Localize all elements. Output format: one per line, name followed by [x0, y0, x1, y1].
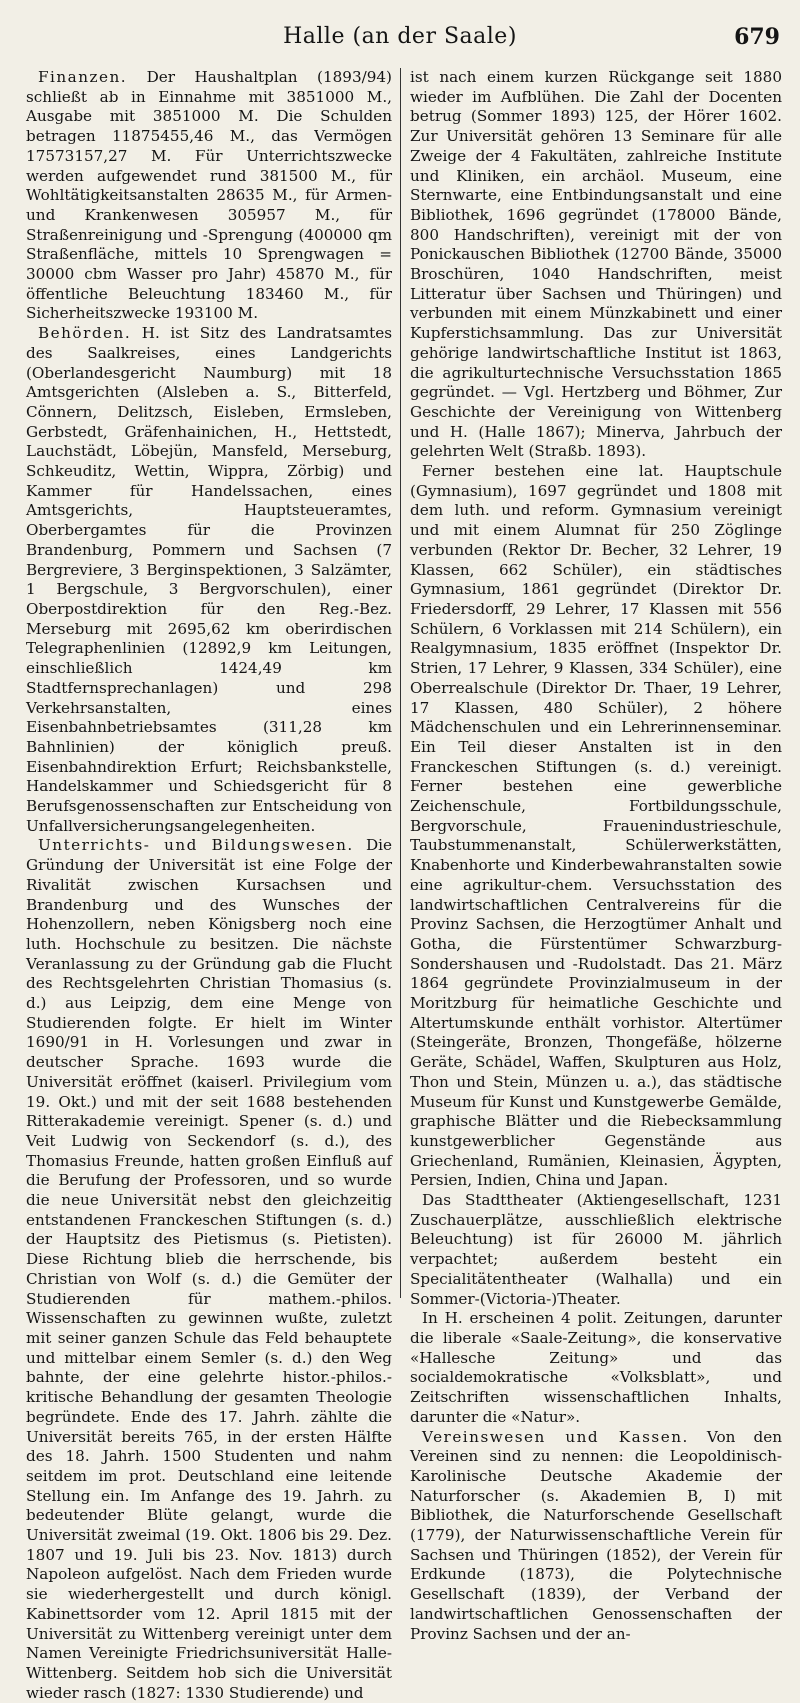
paragraph-vereine — [410, 1428, 782, 1645]
section-heading-finanzen: Finanzen. — [38, 68, 128, 86]
paragraph-unterricht — [26, 836, 392, 1703]
right-column — [410, 68, 782, 1643]
page-number: 679 — [734, 24, 780, 50]
left-column — [26, 68, 392, 1702]
paragraph-behoerden — [26, 324, 392, 836]
paragraph-theater: Das Stadttheater (Aktiengesellschaft, 1231 Zuschauerplätze, ausschließlich elektrische Beleuchtung) ist für 26000 M. jährlich verpachtet; außerdem besteht ein Specialitätentheater (Walhalla) und ein Sommer-(Victoria-)Theater. — [410, 1191, 782, 1308]
paragraph-universitaet-cont: ist nach einem kurzen Rückgange seit 1880 wieder im Aufblühen. Die Zahl der Docenten betrug (Sommer 1893) 125, der Hörer 1602. Zur Universität gehören 13 Seminare für alle Zweige der 4 Fakultäten, zahlreiche Institute und Kliniken, ein archäol. Museum, eine Sternwarte, eine Entbindungsanstalt und eine Bibliothek, 1696 gegründet (178000 Bände, 800 Handschriften), vereinigt mit der von Ponickauschen Bibliothek (12700 Bände, 35000 Broschüren, 1040 Handschriften, meist Litteratur über Sachsen und Thüringen) und verbunden mit einem Münzkabinett und einer Kupferstichsammlung. Das zur Universität gehörige landwirtschaftliche Institut ist 1863, die agrikulturtechnische Versuchsstation 1865 gegründet. — Vgl. Hertzberg und Böhmer, Zur Geschichte der Vereinigung von Wittenberg und H. (Halle 1867); Minerva, Jahrbuch der gelehrten Welt (Straßb. 1893). — [410, 68, 782, 461]
paragraph-text: H. ist Sitz des Landratsamtes des Saalkreises, eines Landgerichts (Oberlandesgericht Naumburg) mit 18 Amtsgerichten (Alsleben a. S., Bitterfeld, Cönnern, Delitzsch, Eisleben, Ermsleben, Gerbstedt, Gräfenhainichen, H., Hettstedt, Lauchstädt, Löbejün, Mansfeld, Merseburg, Schkeuditz, Wettin, Wippra, Zörbig) und Kammer für Handelssachen, eines Amtsgerichts, Hauptsteueramtes, Oberbergamtes für die Provinzen Brandenburg, Pommern und Sachsen (7 Bergreviere, 3 Berginspektionen, 3 Salzämter, 1 Bergschule, 3 Bergvorschulen), einer Oberpostdirektion für den Reg.-Bez. Merseburg mit 2695,62 km oberirdischen Telegraphenlinien (12892,9 km Leitungen, einschließlich 1424,49 km Stadtfernsprechanlagen) und 298 Verkehrsanstalten, eines Eisenbahnbetriebsamtes (311,28 km Bahnlinien) der königlich preuß. Eisenbahndirektion Erfurt; Reichsbankstelle, Handelskammer und Schiedsgericht für 8 Berufsgenossenschaften zur Entscheidung von Unfallversicherungsangelegenheiten. — [26, 324, 392, 835]
paragraph-text: Die Gründung der Universität ist eine Folge der Rivalität zwischen Kursachsen und Brandenburg und des Wunsches der Hohenzollern, neben Königsberg noch eine luth. Hochschule zu besitzen. Die nächste Veranlassung zu der Gründung gab die Flucht des Rechtsgelehrten Christian Thomasius (s. d.) aus Leipzig, dem eine Menge von Studierenden folgte. Er hielt im Winter 1690/91 in H. Vorlesungen und zwar in deutscher Sprache. 1693 wurde die Universität eröffnet (kaiserl. Privilegium vom 19. Okt.) und mit der seit 1688 bestehenden Ritterakademie vereinigt. Spener (s. d.) und Veit Ludwig von Seckendorf (s. d.), des Thomasius Freunde, hatten großen Einfluß auf die Berufung der Professoren, und so wurde die neue Universität nebst den gleichzeitig entstandenen Franckeschen Stiftungen (s. d.) der Hauptsitz des Pietismus (s. Pietisten). Diese Richtung blieb die herrschende, bis Christian von Wolf (s. d.) die Gemüter der Studierenden für mathem.-philos. Wissenschaften zu gewinnen wußte, zuletzt mit seiner ganzen Schule das Feld behauptete und mittelbar einem Semler (s. d.) den Weg bahnte, der eine gelehrte histor.-philos.-kritische Behandlung der gesamten Theologie begründete. Ende des 17. Jahrh. zählte die Universität bereits 765, in der ersten Hälfte des 18. Jahrh. 1500 Studenten und nahm seitdem im prot. Deutschland eine leitende Stellung ein. Im Anfange des 19. Jahrh. zu bedeutender Blüte gelangt, wurde die Universität zweimal (19. Okt. 1806 bis 29. Dez. 1807 und 19. Juli bis 23. Nov. 1813) durch Napoleon aufgelöst. Nach dem Frieden wurde sie wiederhergestellt und durch königl. Kabinettsorder vom 12. April 1815 mit der Universität zu Wittenberg vereinigt unter dem Namen Vereinigte Friedrichsuniversität Halle-Wittenberg. Seitdem hob sich die Universität wieder rasch (1827: 1330 Studierende) und — [26, 836, 392, 1702]
paragraph-zeitungen: In H. erscheinen 4 polit. Zeitungen, darunter die liberale «Saale-Zeitung», die konservative «Hallesche Zeitung» und das socialdemokratische «Volksblatt», und Zeitschriften wissenschaftlichen Inhalts, darunter die «Natur». — [410, 1309, 782, 1426]
paragraph-finanzen — [26, 68, 392, 324]
section-heading-vereine: Vereinswesen und Kassen. — [422, 1427, 689, 1446]
section-heading-unterricht: Unterrichts- und Bildungswesen. — [38, 836, 354, 855]
section-heading-behoerden: Behörden. — [38, 324, 132, 343]
page-header — [0, 24, 800, 60]
paragraph-schulen: Ferner bestehen eine lat. Hauptschule (Gymnasium), 1697 gegründet und 1808 mit dem luth. und reform. Gymnasium vereinigt und mit einem Alumnat für 250 Zöglinge verbunden (Rektor Dr. Becher, 32 Lehrer, 19 Klassen, 662 Schüler), ein städtisches Gymnasium, 1861 gegründet (Direktor Dr. Friedersdorff, 29 Lehrer, 17 Klassen mit 556 Schülern, 6 Vorklassen mit 214 Schülern), ein Realgymnasium, 1835 eröffnet (Inspektor Dr. Strien, 17 Lehrer, 9 Klassen, 334 Schüler), eine Oberrealschule (Direktor Dr. Thaer, 19 Lehrer, 17 Klassen, 480 Schüler), 2 höhere Mädchenschulen und ein Lehrerinnenseminar. Ein Teil dieser Anstalten ist in den Franckeschen Stiftungen (s. d.) vereinigt. Ferner bestehen eine gewerbliche Zeichenschule, Fortbildungsschule, Bergvorschule, Frauenindustrieschule, Taubstummenanstalt, Schülerwerkstätten, Knabenhorte und Kinderbewahranstalten sowie eine agrikultur-chem. Versuchsstation des landwirtschaftlichen Centralvereins für die Provinz Sachsen, die Herzogtümer Anhalt und Gotha, die Fürstentümer Schwarzburg-Sondershausen und -Rudolstadt. Das 21. März 1864 gegründete Provinzialmuseum in der Moritzburg für heimatliche Geschichte und Altertumskunde enthält vorhistor. Altertümer (Steingeräte, Bronzen, Thongefäße, hölzerne Geräte, Schädel, Waffen, Skulpturen aus Holz, Thon und Stein, Münzen u. a.), das städtische Museum für Kunst und Kunstgewerbe Gemälde, graphische Blätter und die Riebecksammlung kunstgewerblicher Gegenstände aus Griechenland, Rumänien, Kleinasien, Ägypten, Persien, Indien, China und Japan. — [410, 462, 782, 1190]
paragraph-text: Von den Vereinen sind zu nennen: die Leopoldinisch-Karolinische Deutsche Akademie der Naturforscher (s. Akademien B, I) mit Bibliothek, die Naturforschende Gesellschaft (1779), der Naturwissenschaftliche Verein für Sachsen und Thüringen (1852), der Verein für Erdkunde (1873), die Polytechnische Gesellschaft (1839), der Verband der landwirtschaftlichen Genossenschaften der Provinz Sachsen und der an- — [410, 1427, 782, 1643]
paragraph-text: Der Haushaltplan (1893/94) schließt ab in Einnahme mit 3851000 M., Ausgabe mit 3851000 M. Die Schulden betragen 11875455,46 M., das Vermögen 17573157,27 M. Für Unterrichtszwecke werden aufgewendet rund 381500 M., für Wohltätigkeitsanstalten 28635 M., für Armen- und Krankenwesen 305957 M., für Straßenreinigung und -Sprengung (400000 qm Straßenfläche, mittels 10 Sprengwagen = 30000 cbm Wasser pro Jahr) 45870 M., für öffentliche Beleuchtung 183460 M., für Sicherheitszwecke 193100 M. — [26, 68, 392, 323]
running-title: Halle (an der Saale) — [283, 24, 517, 49]
column-divider — [400, 68, 401, 1298]
